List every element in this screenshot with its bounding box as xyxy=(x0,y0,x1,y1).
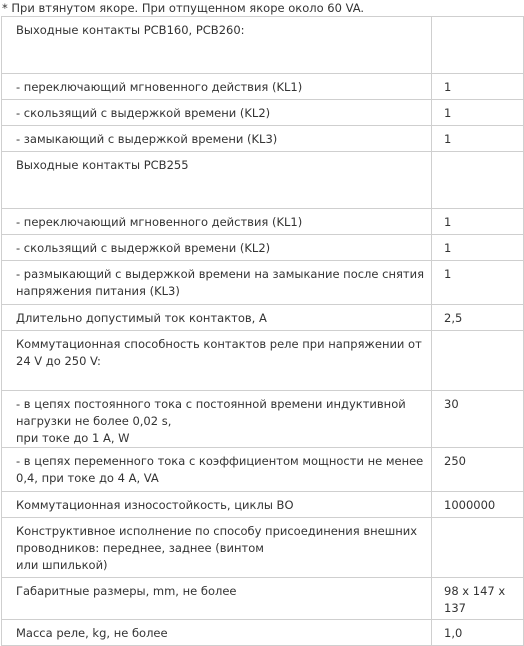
table-row xyxy=(2,152,524,209)
specifications-table xyxy=(1,16,524,646)
parameter-cell: - переключающий мгновенного действия (KL1) xyxy=(2,74,432,100)
value-cell: 1 xyxy=(432,209,524,235)
parameter-cell: Масса реле, kg, не более xyxy=(2,620,432,646)
value-cell: 1 xyxy=(432,74,524,100)
parameter-cell: Длительно допустимый ток контактов, А xyxy=(2,305,432,331)
parameter-text-continued: или шпилькой) xyxy=(16,558,108,572)
parameter-cell: Габаритные размеры, mm, не более xyxy=(2,578,432,620)
value-cell: 2,5 xyxy=(432,305,524,331)
value-cell: 30 xyxy=(432,391,524,448)
value-cell: 1 xyxy=(432,235,524,261)
value-cell: 250 xyxy=(432,448,524,492)
value-cell xyxy=(432,331,524,391)
footnote: * При втянутом якоре. При отпущенном якоре около 60 VA. xyxy=(2,1,365,15)
table-row xyxy=(2,331,524,391)
parameter-cell xyxy=(2,391,432,448)
parameter-text-continued: при токе до 1 А, W xyxy=(16,431,130,445)
table-row xyxy=(2,74,524,100)
parameter-cell xyxy=(2,518,432,578)
parameter-cell: - размыкающий с выдержкой времени на замыкание после снятия напряжения питания (KL3) xyxy=(2,261,432,305)
table-row xyxy=(2,391,524,448)
table-row xyxy=(2,126,524,152)
parameter-cell: Коммутационная способность контактов реле при напряжении от 24 V до 250 V: xyxy=(2,331,432,391)
table-row xyxy=(2,209,524,235)
value-cell xyxy=(432,518,524,578)
table-row xyxy=(2,492,524,518)
parameter-cell: Коммутационная износостойкость, циклы ВО xyxy=(2,492,432,518)
table-row xyxy=(2,518,524,578)
table-row xyxy=(2,17,524,74)
table-row xyxy=(2,578,524,620)
parameter-text: - в цепях постоянного тока с постоянной времени индуктивной нагрузки не более 0,02 s, xyxy=(16,397,406,428)
parameter-cell: - в цепях переменного тока с коэффициентом мощности не менее 0,4, при токе до 4 А, VA xyxy=(2,448,432,492)
value-cell: 1000000 xyxy=(432,492,524,518)
parameter-cell: - переключающий мгновенного действия (KL1) xyxy=(2,209,432,235)
parameter-cell: Выходные контакты РСВ160, РСВ260: xyxy=(2,17,432,74)
parameter-cell: Выходные контакты РСВ255 xyxy=(2,152,432,209)
value-cell xyxy=(432,152,524,209)
table-row xyxy=(2,235,524,261)
value-cell xyxy=(432,17,524,74)
parameter-cell: - скользящий с выдержкой времени (KL2) xyxy=(2,235,432,261)
table-row xyxy=(2,261,524,305)
parameter-text: Конструктивное исполнение по способу присоединения внешних проводников: переднее, заднее (винтом xyxy=(16,524,418,555)
value-cell: 1 xyxy=(432,100,524,126)
value-cell: 1 xyxy=(432,126,524,152)
table-row xyxy=(2,305,524,331)
table-row xyxy=(2,620,524,646)
value-cell: 98 х 147 х 137 xyxy=(432,578,524,620)
table-row xyxy=(2,448,524,492)
value-cell: 1,0 xyxy=(432,620,524,646)
parameter-cell: - замыкающий с выдержкой времени (KL3) xyxy=(2,126,432,152)
parameter-cell: - скользящий с выдержкой времени (KL2) xyxy=(2,100,432,126)
value-cell: 1 xyxy=(432,261,524,305)
table-row xyxy=(2,100,524,126)
